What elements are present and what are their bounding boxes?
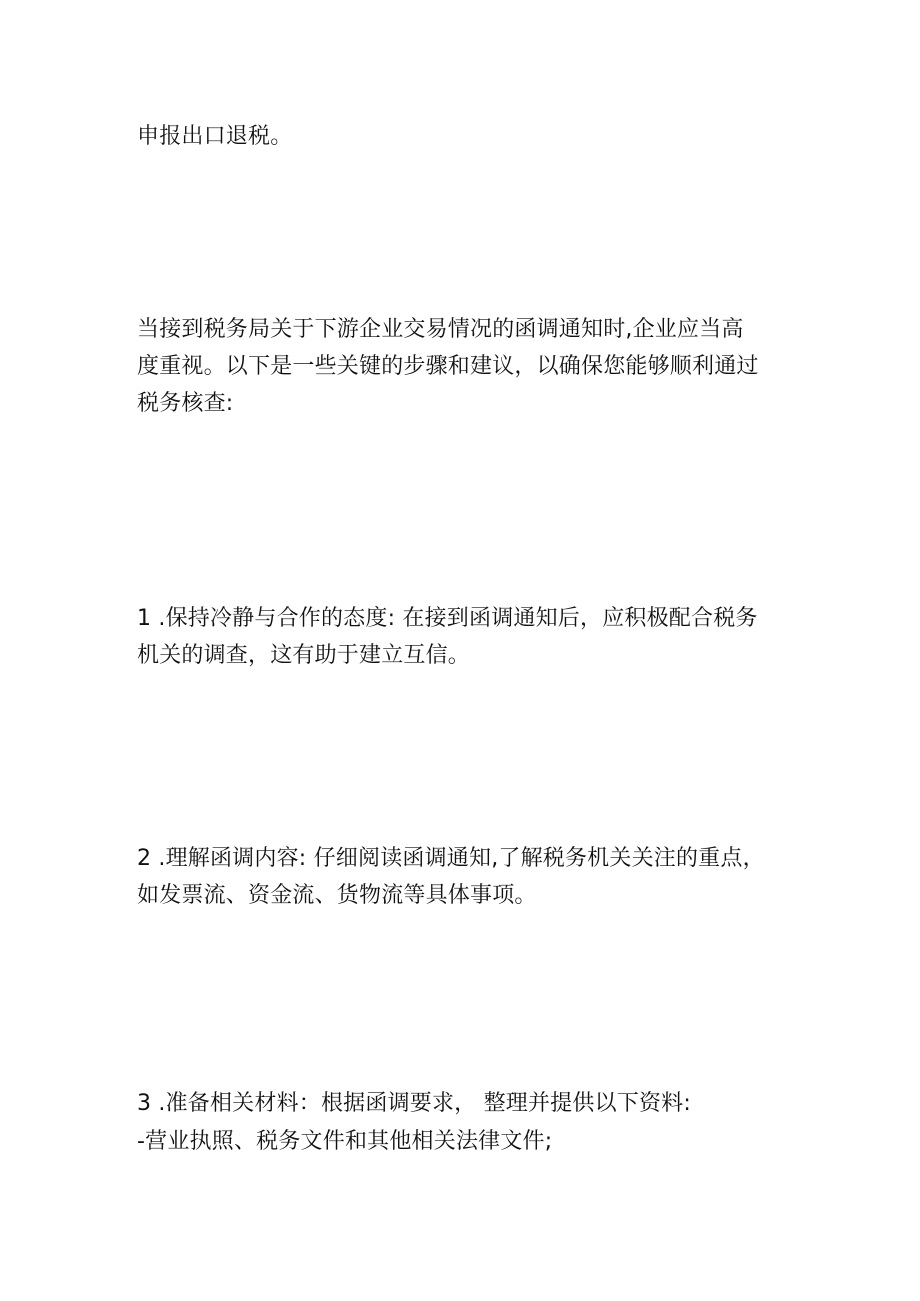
text-line: 2 .理解函调内容: 仔细阅读函调通知,了解税务机关关注的重点， [137,846,765,871]
text-line: 申报出口退税。 [137,124,293,149]
text-line: 如发票流、资金流、货物流等具体事项。 [137,883,537,908]
text-line: 3 .准备相关材料：根据函调要求， 整理并提供以下资料: [137,1091,691,1116]
text-line: 1 .保持冷静与合作的态度: 在接到函调通知后，应积极配合税务 [137,606,758,631]
paragraph-step-1 [137,600,797,674]
text-line: 度重视。以下是一些关键的步骤和建议，以确保您能够顺利通过 [137,354,759,379]
text-line: 机关的调查，这有助于建立互信。 [137,643,471,668]
paragraph-intro [137,311,797,422]
paragraph-step-3 [137,1085,797,1161]
text-line: -营业执照、税务文件和其他相关法律文件; [137,1129,553,1154]
paragraph-export-tax-refund [137,118,797,155]
paragraph-step-2 [137,840,797,914]
text-line: 当接到税务局关于下游企业交易情况的函调通知时,企业应当高 [137,317,744,342]
text-line: 税务核查: [137,391,234,416]
